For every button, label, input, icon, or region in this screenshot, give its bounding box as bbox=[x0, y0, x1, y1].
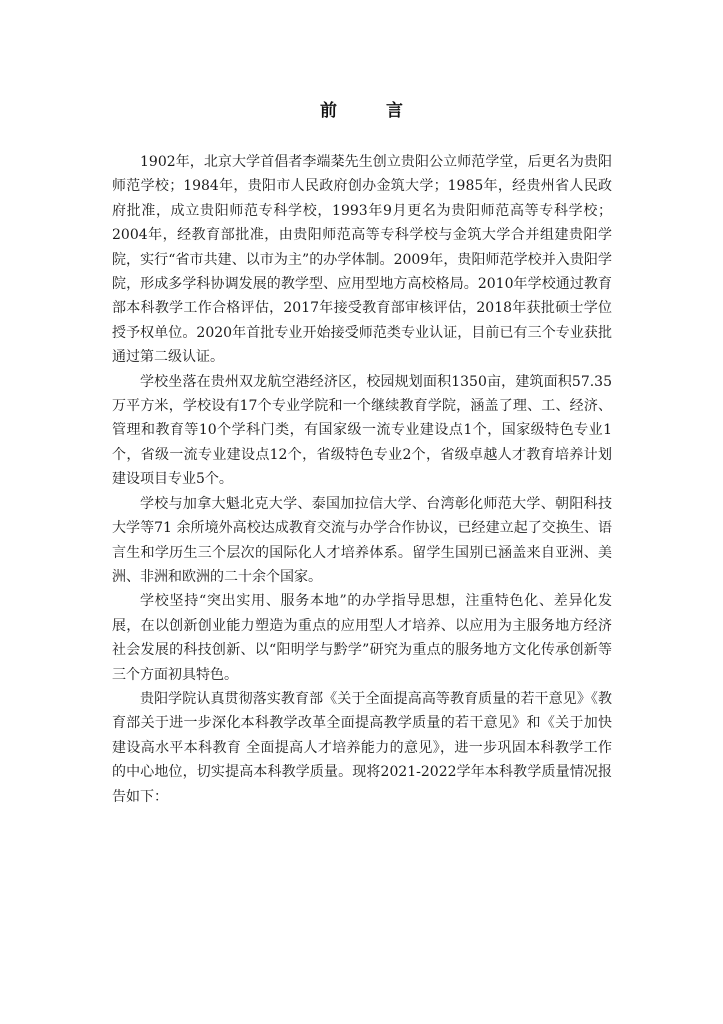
paragraph-philosophy: 学校坚持“突出实用、服务本地”的办学指导思想，注重特色化、差异化发展，在以创新创业能力塑造为重点的应用型人才培养、以应用为主服务地方经济社会发展的科技创新、以“阳明学与黔学”研究为重点的服务地方文化传承创新等三个方面初具特色。 bbox=[112, 593, 612, 683]
paragraph-international: 学校与加拿大魁北克大学、泰国加拉信大学、台湾彰化师范大学、朝阳科技大学等71 余所境外高校达成教育交流与办学合作协议，已经建立起了交换生、语言生和学历生三个层次的国际化人才培养体系。留学生国别已涵盖来自亚洲、美洲、非洲和欧洲的二十余个国家。 bbox=[112, 495, 612, 585]
paragraph-history: 1902年，北京大学首倡者李端棻先生创立贵阳公立师范学堂，后更名为贵阳师范学校；1984年，贵阳市人民政府创办金筑大学；1985年，经贵州省人民政府批准，成立贵阳师范专科学校，1993年9月更名为贵阳师范高等专科学校；2004年，经教育部批准，由贵阳师范高等专科学校与金筑大学合并组建贵阳学院，实行“省市共建、以市为主”的办学体制。2009年，贵阳师范学校并入贵阳学院，形成多学科协调发展的教学型、应用型地方高校格局。2010年学校通过教育部本科教学工作合格评估，2017年接受教育部审核评估，2018年获批硕士学位授予权单位。2020年首批专业开始接受师范类专业认证，目前已有三个专业获批通过第二级认证。 bbox=[112, 154, 612, 366]
document-body bbox=[112, 150, 612, 809]
paragraph-report-intro: 贵阳学院认真贯彻落实教育部《关于全面提高高等教育质量的若干意见》《教育部关于进一步深化本科教学改革全面提高教学质量的若干意见》和《关于加快建设高水平本科教育 全面提高人才培养能力的意见》，进一步巩固本科教学工作的中心地位，切实提高本科教学质量。现将2021-2022学年本科教学质量情况报告如下： bbox=[112, 690, 612, 805]
page-title: 前 言 bbox=[320, 101, 419, 121]
paragraph-campus: 学校坐落在贵州双龙航空港经济区，校园规划面积1350亩，建筑面积57.35万平方米，学校设有17个专业学院和一个继续教育学院，涵盖了理、工、经济、管理和教育等10个学科门类，有国家级一流专业建设点1个，国家级特色专业1个，省级一流专业建设点12个，省级特色专业2个，省级卓越人才教育培养计划建设项目专业5个。 bbox=[112, 373, 612, 488]
